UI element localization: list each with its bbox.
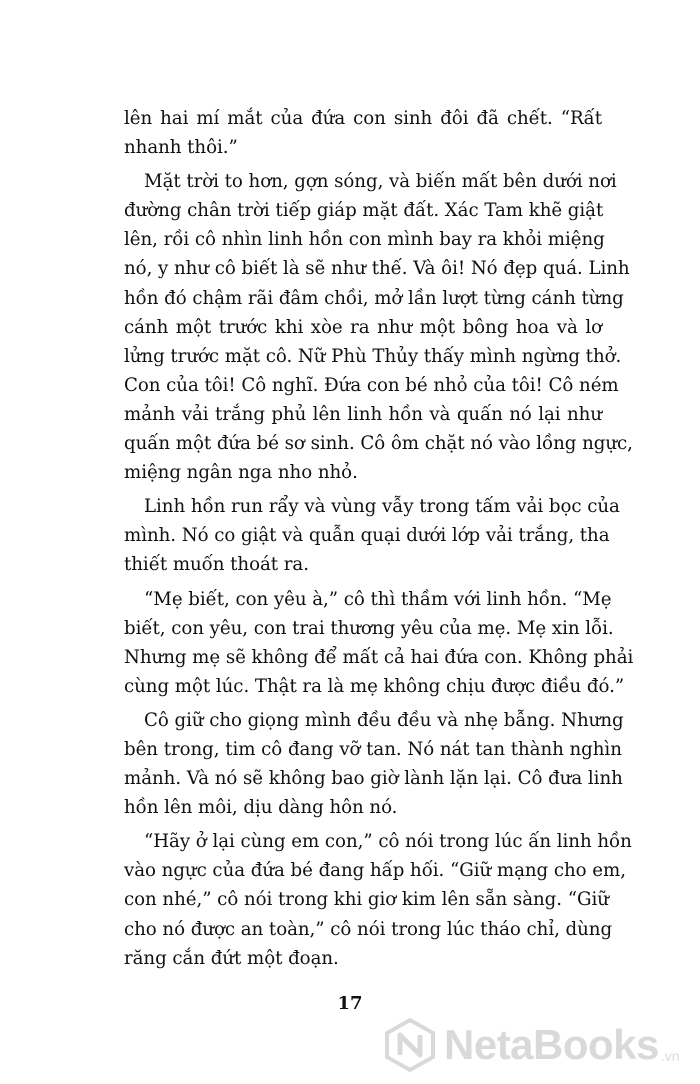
text-line: Con của tôi! Cô nghĩ. Đứa con bé nhỏ của tôi! Cô ném: [124, 374, 619, 396]
text-line: cánh một trước khi xòe ra như một bông hoa và lơ: [124, 316, 602, 338]
text-line: biết, con yêu, con trai thương yêu của mẹ. Mẹ xin lỗi.: [124, 617, 614, 639]
paragraph: [124, 104, 602, 162]
text-line: nhanh thôi.”: [124, 137, 238, 159]
text-line: Nhưng mẹ sẽ không để mất cả hai đứa con. Không phải: [124, 646, 634, 668]
text-line: hồn lên môi, dịu dàng hôn nó.: [124, 797, 398, 819]
text-line: cho nó được an toàn,” cô nói trong lúc tháo chỉ, dùng: [124, 918, 613, 940]
text-line: “Hãy ở lại cùng em con,” cô nói trong lúc ấn linh hồn: [144, 831, 632, 853]
netabooks-logo-icon: [382, 1017, 438, 1073]
text-line: quấn một đứa bé sơ sinh. Cô ôm chặt nó vào lồng ngực,: [124, 433, 633, 455]
text-line: “Mẹ biết, con yêu à,” cô thì thầm với linh hồn. “Mẹ: [144, 588, 612, 610]
paragraph: [124, 492, 620, 579]
text-line: thiết muốn thoát ra.: [124, 554, 309, 576]
watermark-suffix: .vn: [660, 1048, 680, 1064]
text-line: nó, y như cô biết là sẽ như thế. Và ôi! Nó đẹp quá. Linh: [124, 258, 630, 280]
paragraph: [124, 167, 633, 487]
text-line: lên hai mí mắt của đứa con sinh đôi đã chết. “Rất: [124, 108, 602, 129]
text-line: lửng trước mặt cô. Nữ Phù Thủy thấy mình ngừng thở.: [124, 345, 622, 367]
text-line: cùng một lúc. Thật ra là mẹ không chịu được điều đó.”: [124, 675, 625, 697]
text-line: miệng ngân nga nho nhỏ.: [124, 462, 358, 484]
paragraph: [124, 827, 632, 972]
text-line: Linh hồn run rẩy và vùng vẫy trong tấm vải bọc của: [144, 496, 620, 518]
text-line: mảnh vải trắng phủ lên linh hồn và quấn nó lại như: [124, 403, 602, 425]
text-line: mảnh. Và nó sẽ không bao giờ lành lặn lại. Cô đưa linh: [124, 768, 623, 790]
page-number: 17: [337, 993, 363, 1014]
watermark: [382, 1014, 692, 1076]
body-text: [124, 104, 634, 978]
text-line: con nhé,” cô nói trong khi giơ kim lên sẵn sàng. “Giữ: [124, 889, 609, 911]
text-line: đường chân trời tiếp giáp mặt đất. Xác Tam khẽ giật: [124, 200, 604, 222]
paragraph: [124, 706, 624, 822]
watermark-brand: NetaBooks: [444, 1021, 659, 1068]
text-line: Cô giữ cho giọng mình đều đều và nhẹ bẫng. Nhưng: [144, 709, 624, 731]
text-line: vào ngực của đứa bé đang hấp hối. “Giữ mạng cho em,: [124, 860, 626, 882]
text-line: răng cắn đứt một đoạn.: [124, 947, 339, 969]
text-line: mình. Nó co giật và quẫn quại dưới lớp vải trắng, tha: [124, 525, 610, 547]
text-line: bên trong, tim cô đang vỡ tan. Nó nát tan thành nghìn: [124, 738, 622, 760]
text-line: hồn đó chậm rãi đâm chồi, mở lần lượt từng cánh từng: [124, 287, 624, 309]
paragraph: [124, 585, 634, 701]
text-line: Mặt trời to hơn, gợn sóng, và biến mất bên dưới nơi: [144, 171, 617, 193]
text-line: lên, rồi cô nhìn linh hồn con mình bay ra khỏi miệng: [124, 229, 605, 251]
